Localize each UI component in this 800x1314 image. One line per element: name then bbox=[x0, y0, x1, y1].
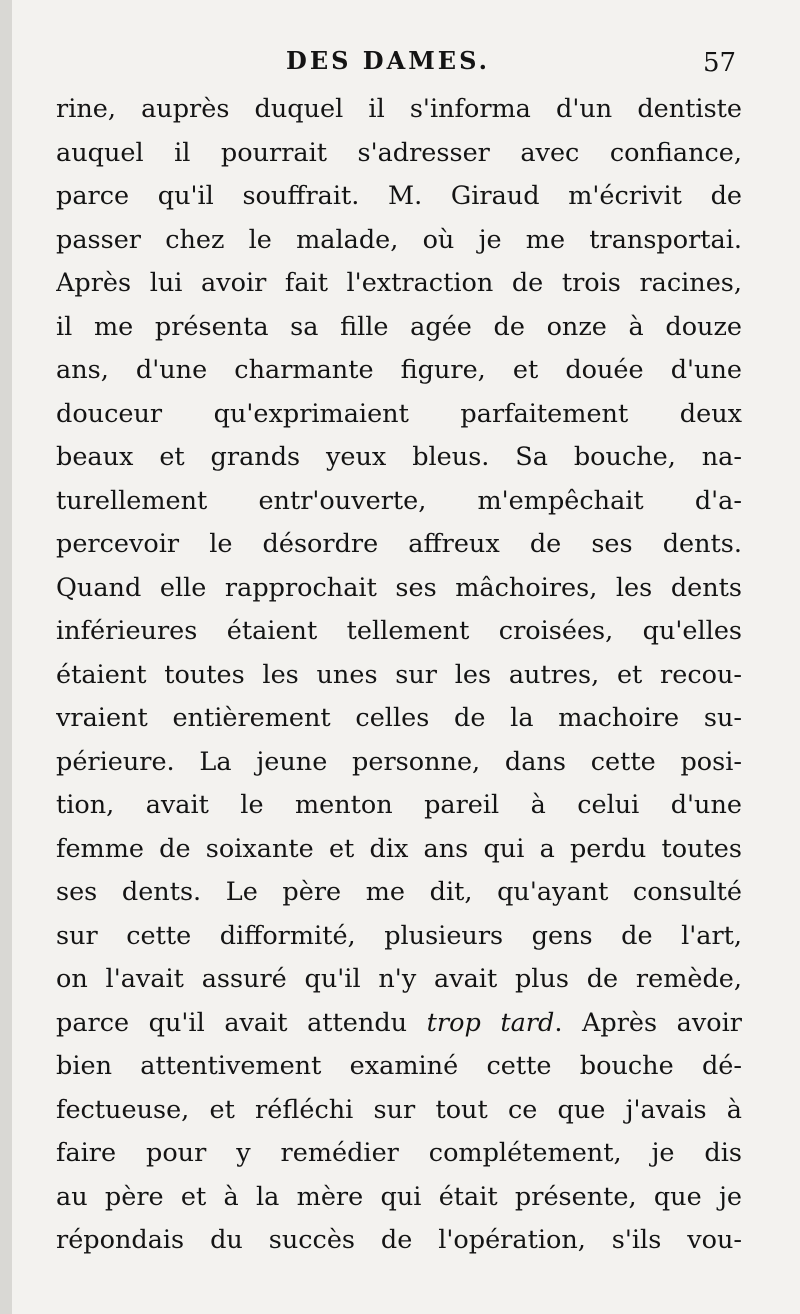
text-segment: parce qu'il avait attendu bbox=[56, 1007, 427, 1038]
text-line-with-italic bbox=[56, 1002, 742, 1046]
text-line: étaient toutes les unes sur les autres, et recou- bbox=[56, 659, 742, 690]
page-number: 57 bbox=[703, 48, 737, 78]
text-line: turellement entr'ouverte, m'empêchait d'a- bbox=[56, 485, 742, 516]
text-line: ses dents. Le père me dit, qu'ayant consulté bbox=[56, 877, 742, 907]
text-line: auquel il pourrait s'adresser avec confiance, bbox=[56, 137, 742, 168]
text-line: vraient entièrement celles de la machoire su- bbox=[56, 703, 742, 733]
text-line: répondais du succès de l'opération, s'ils vou- bbox=[56, 1225, 742, 1255]
text-line: beaux et grands yeux bleus. Sa bouche, na- bbox=[56, 442, 742, 472]
text-line: douceur qu'exprimaient parfaitement deux bbox=[56, 398, 742, 429]
text-line: fectueuse, et réfléchi sur tout ce que j'avais à bbox=[56, 1094, 742, 1125]
text-line: tion, avait le menton pareil à celui d'une bbox=[56, 790, 742, 820]
text-line: il me présenta sa fille agée de onze à douze bbox=[56, 311, 742, 342]
text-line: parce qu'il souffrait. M. Giraud m'écrivit de bbox=[56, 181, 742, 211]
running-head-title: DES DAMES. bbox=[286, 46, 490, 75]
text-line: percevoir le désordre affreux de ses dents. bbox=[56, 529, 742, 559]
italic-emphasis: trop tard bbox=[426, 1007, 555, 1038]
running-head bbox=[0, 44, 800, 84]
text-segment: . Après avoir bbox=[554, 1007, 742, 1038]
text-line: au père et à la mère qui était présente, que je bbox=[56, 1181, 742, 1212]
text-line: bien attentivement examiné cette bouche dé- bbox=[56, 1051, 742, 1081]
text-line: périeure. La jeune personne, dans cette posi- bbox=[56, 746, 742, 777]
text-line: ans, d'une charmante figure, et douée d'une bbox=[56, 355, 742, 385]
text-line: sur cette difformité, plusieurs gens de l'art, bbox=[56, 920, 742, 951]
text-line: Après lui avoir fait l'extraction de trois racines, bbox=[56, 268, 742, 298]
body-text bbox=[56, 88, 742, 1263]
text-line: Quand elle rapprochait ses mâchoires, les dents bbox=[56, 572, 742, 603]
text-line: femme de soixante et dix ans qui a perdu toutes bbox=[56, 833, 742, 864]
text-line: passer chez le malade, où je me transportai. bbox=[56, 224, 742, 255]
page-edge-shadow bbox=[0, 0, 12, 1314]
text-line: faire pour y remédier complétement, je dis bbox=[56, 1138, 742, 1168]
text-line: on l'avait assuré qu'il n'y avait plus de remède, bbox=[56, 964, 742, 994]
text-line: rine, auprès duquel il s'informa d'un dentiste bbox=[56, 94, 742, 124]
text-line: inférieures étaient tellement croisées, qu'elles bbox=[56, 616, 742, 646]
